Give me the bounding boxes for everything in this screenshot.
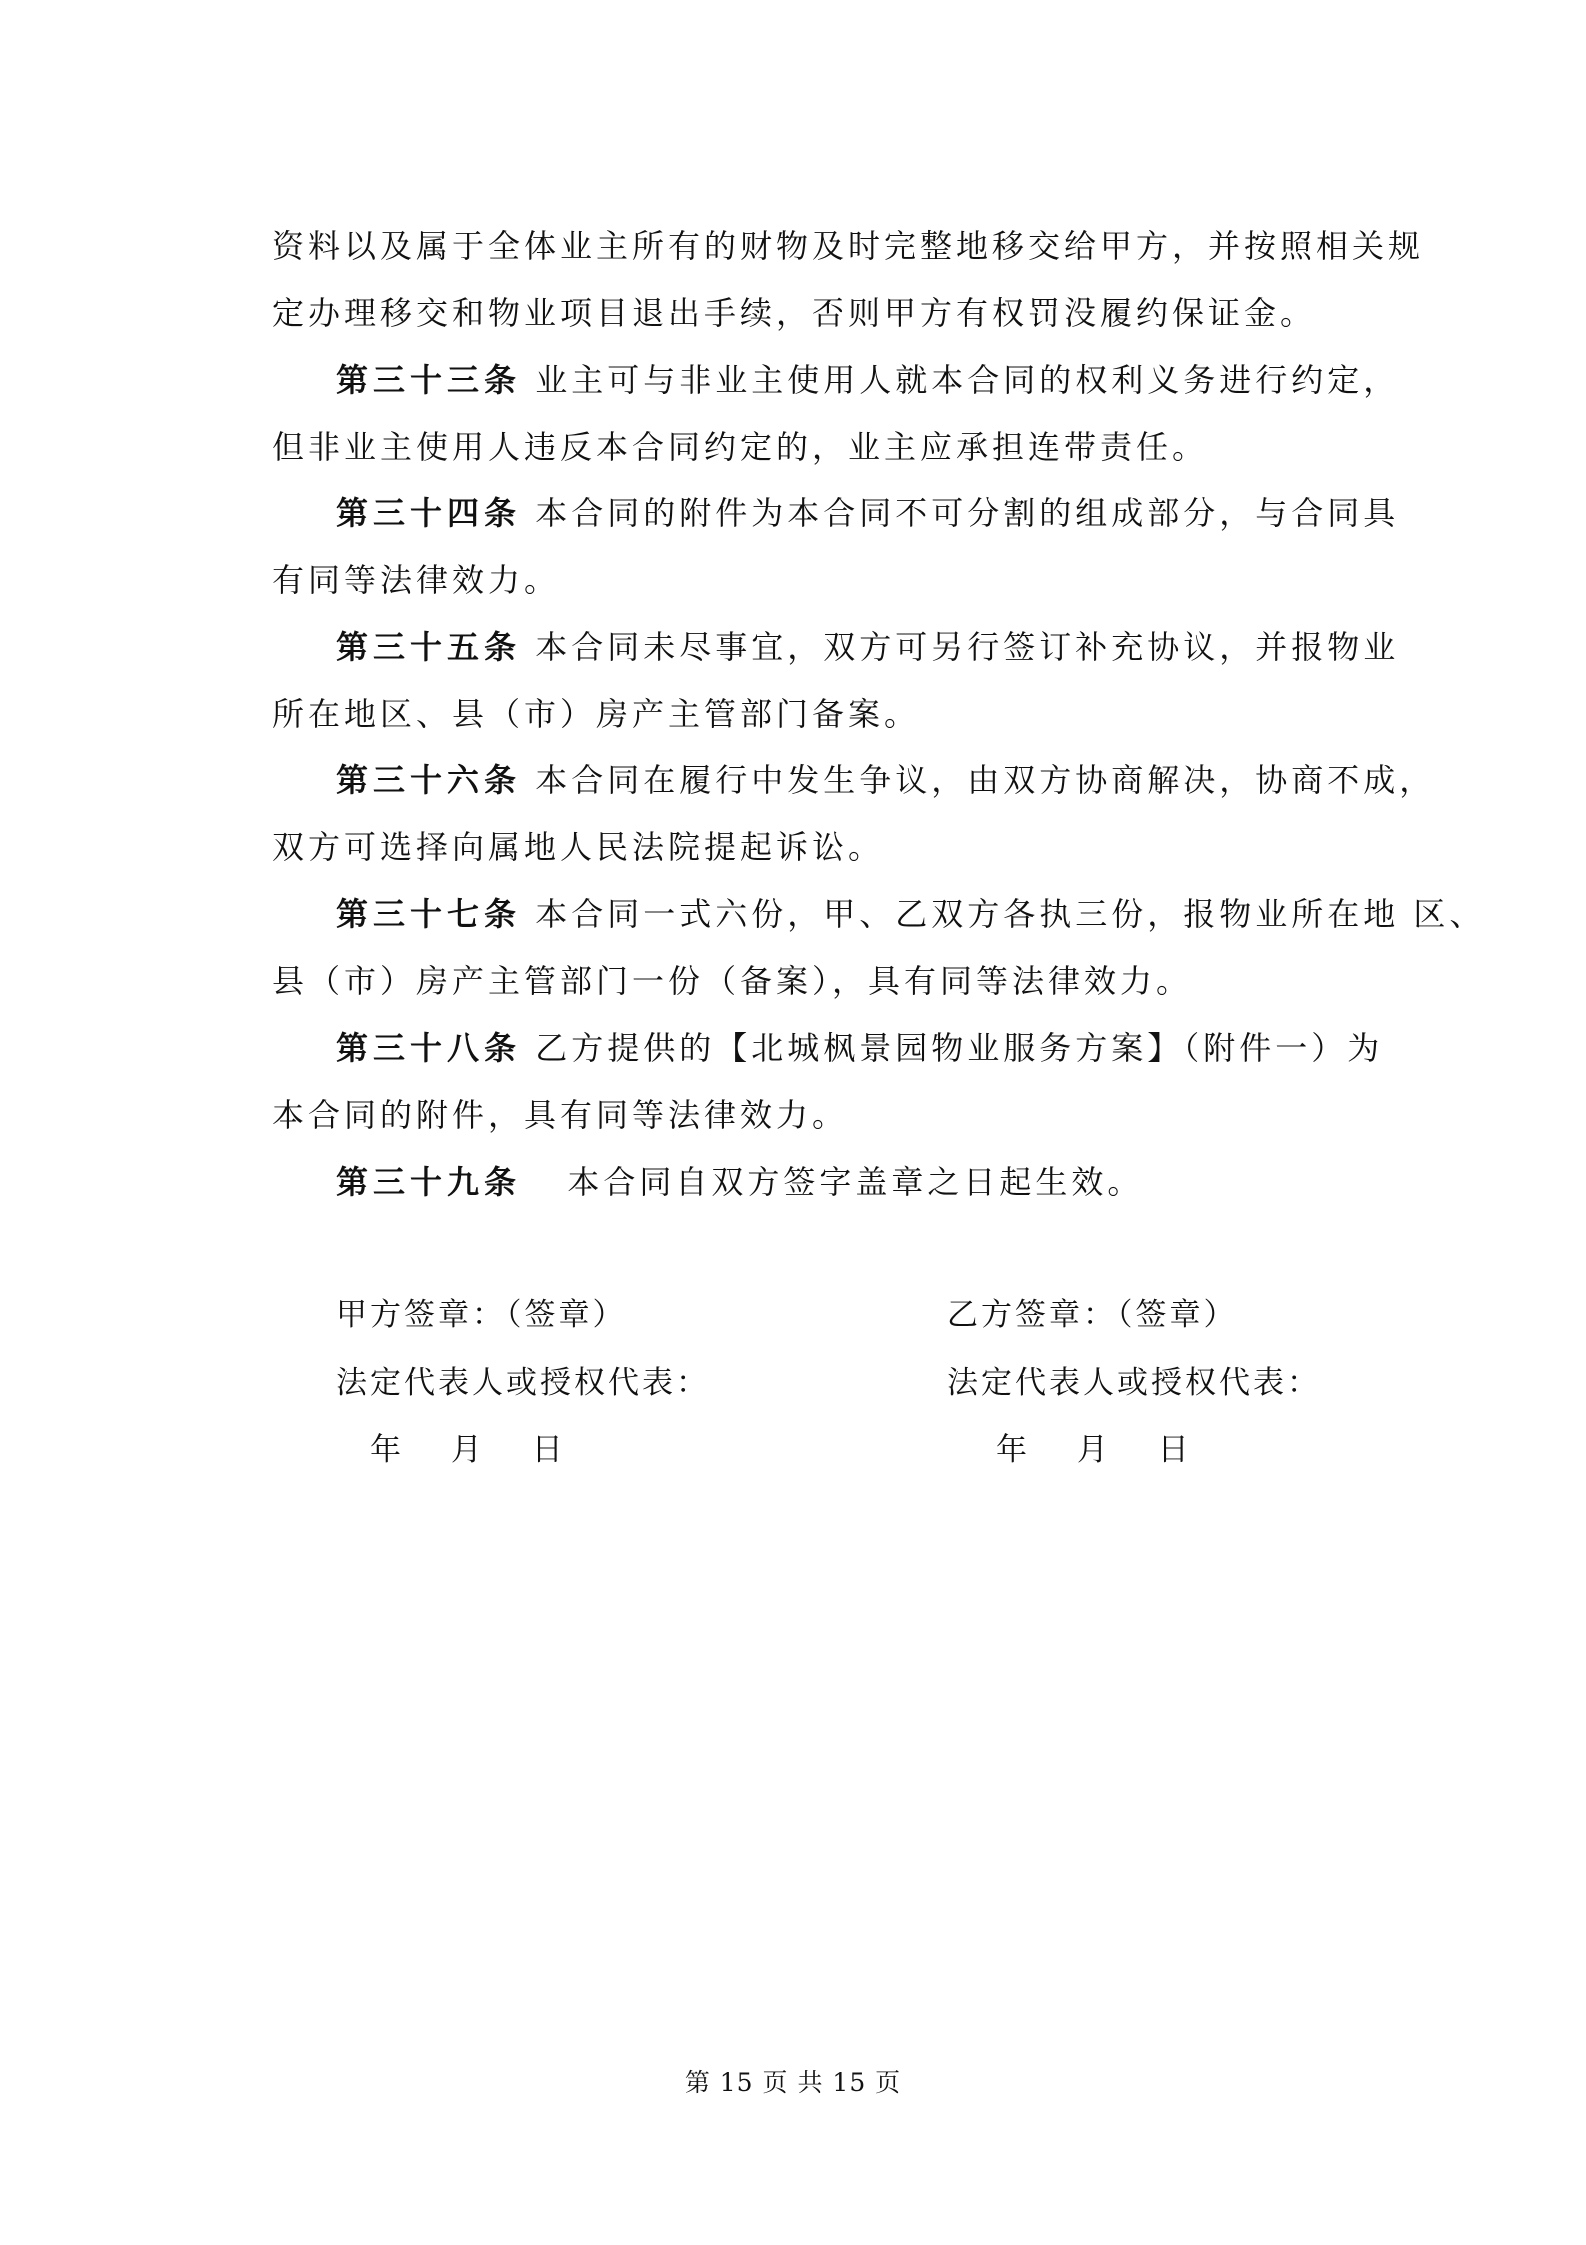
party-b-representative (947, 1363, 1321, 1403)
article-text: 本合同自双方签字盖章之日起生效。 (567, 1163, 1144, 1201)
page-number: 第 15 页 共 15 页 (684, 2068, 902, 2097)
paragraph-continuation-line-2 (272, 293, 1317, 333)
article-heading: 第三十六条 (336, 761, 522, 799)
party-b-date (996, 1430, 1226, 1470)
article-heading: 第三十五条 (336, 628, 522, 666)
paragraph-text: 资料以及属于全体业主所有的财物及时完整地移交给甲方，并按照相关规 (272, 227, 1425, 265)
article-text: 本合同未尽事宜，双方可另行签订补充协议，并报物业 (535, 628, 1400, 666)
paragraph-text: 定办理移交和物业项目退出手续，否则甲方有权罚没履约保证金。 (272, 294, 1317, 332)
article-text: 本合同的附件，具有同等法律效力。 (272, 1096, 849, 1134)
article-text: 县（市）房产主管部门一份（备案），具有同等法律效力。 (272, 962, 1193, 1000)
article-37-continuation (272, 961, 1312, 1001)
party-a-date (370, 1430, 600, 1470)
date-day: 日 (1157, 1432, 1192, 1468)
article-34-continuation (272, 560, 1312, 600)
date-day: 日 (531, 1432, 566, 1468)
article-36-continuation (272, 827, 1312, 867)
article-heading: 第三十八条 (336, 1029, 522, 1067)
article-33-continuation (272, 427, 1312, 467)
article-34 (336, 493, 1400, 533)
article-text: 业主可与非业主使用人就本合同的权利义务进行约定， (535, 361, 1400, 399)
article-38 (336, 1028, 1384, 1068)
article-text: 本合同在履行中发生争议，由双方协商解决，协商不成， (535, 761, 1436, 799)
party-b-seal (947, 1295, 1238, 1335)
article-text: 乙方提供的【北城枫景园物业服务方案】（附件一）为 (535, 1029, 1384, 1067)
page-footer (0, 2068, 1586, 2098)
date-month: 月 (1076, 1432, 1111, 1468)
article-36 (336, 760, 1436, 800)
article-text: 有同等法律效力。 (272, 561, 561, 599)
article-text: 所在地区、县（市）房产主管部门备案。 (272, 695, 921, 733)
article-text: 双方可选择向属地人民法院提起诉讼。 (272, 828, 885, 866)
signature-label: 法定代表人或授权代表： (947, 1365, 1321, 1401)
signature-label: 法定代表人或授权代表： (336, 1365, 710, 1401)
party-a-representative (336, 1363, 710, 1403)
article-38-continuation (272, 1095, 1312, 1135)
article-35-continuation (272, 694, 1312, 734)
party-a-seal (336, 1295, 627, 1335)
article-35 (336, 627, 1400, 667)
article-heading: 第三十三条 (336, 361, 522, 399)
article-heading: 第三十七条 (336, 895, 522, 933)
date-month: 月 (450, 1432, 485, 1468)
article-33 (336, 360, 1400, 400)
date-year: 年 (370, 1432, 404, 1468)
article-37 (336, 894, 1486, 934)
article-text: 本合同的附件为本合同不可分割的组成部分，与合同具 (535, 494, 1400, 532)
article-text: 本合同一式六份，甲、乙双方各执三份，报物业所在地 区、 (535, 895, 1486, 933)
paragraph-continuation-line-1 (272, 226, 1425, 266)
signature-label: 甲方签章：（签章） (336, 1297, 627, 1333)
article-heading: 第三十四条 (336, 494, 522, 532)
article-text: 但非业主使用人违反本合同约定的，业主应承担连带责任。 (272, 428, 1209, 466)
date-year: 年 (996, 1432, 1030, 1468)
article-39 (336, 1162, 1312, 1202)
signature-label: 乙方签章：（签章） (947, 1297, 1238, 1333)
article-heading: 第三十九条 (336, 1163, 522, 1201)
